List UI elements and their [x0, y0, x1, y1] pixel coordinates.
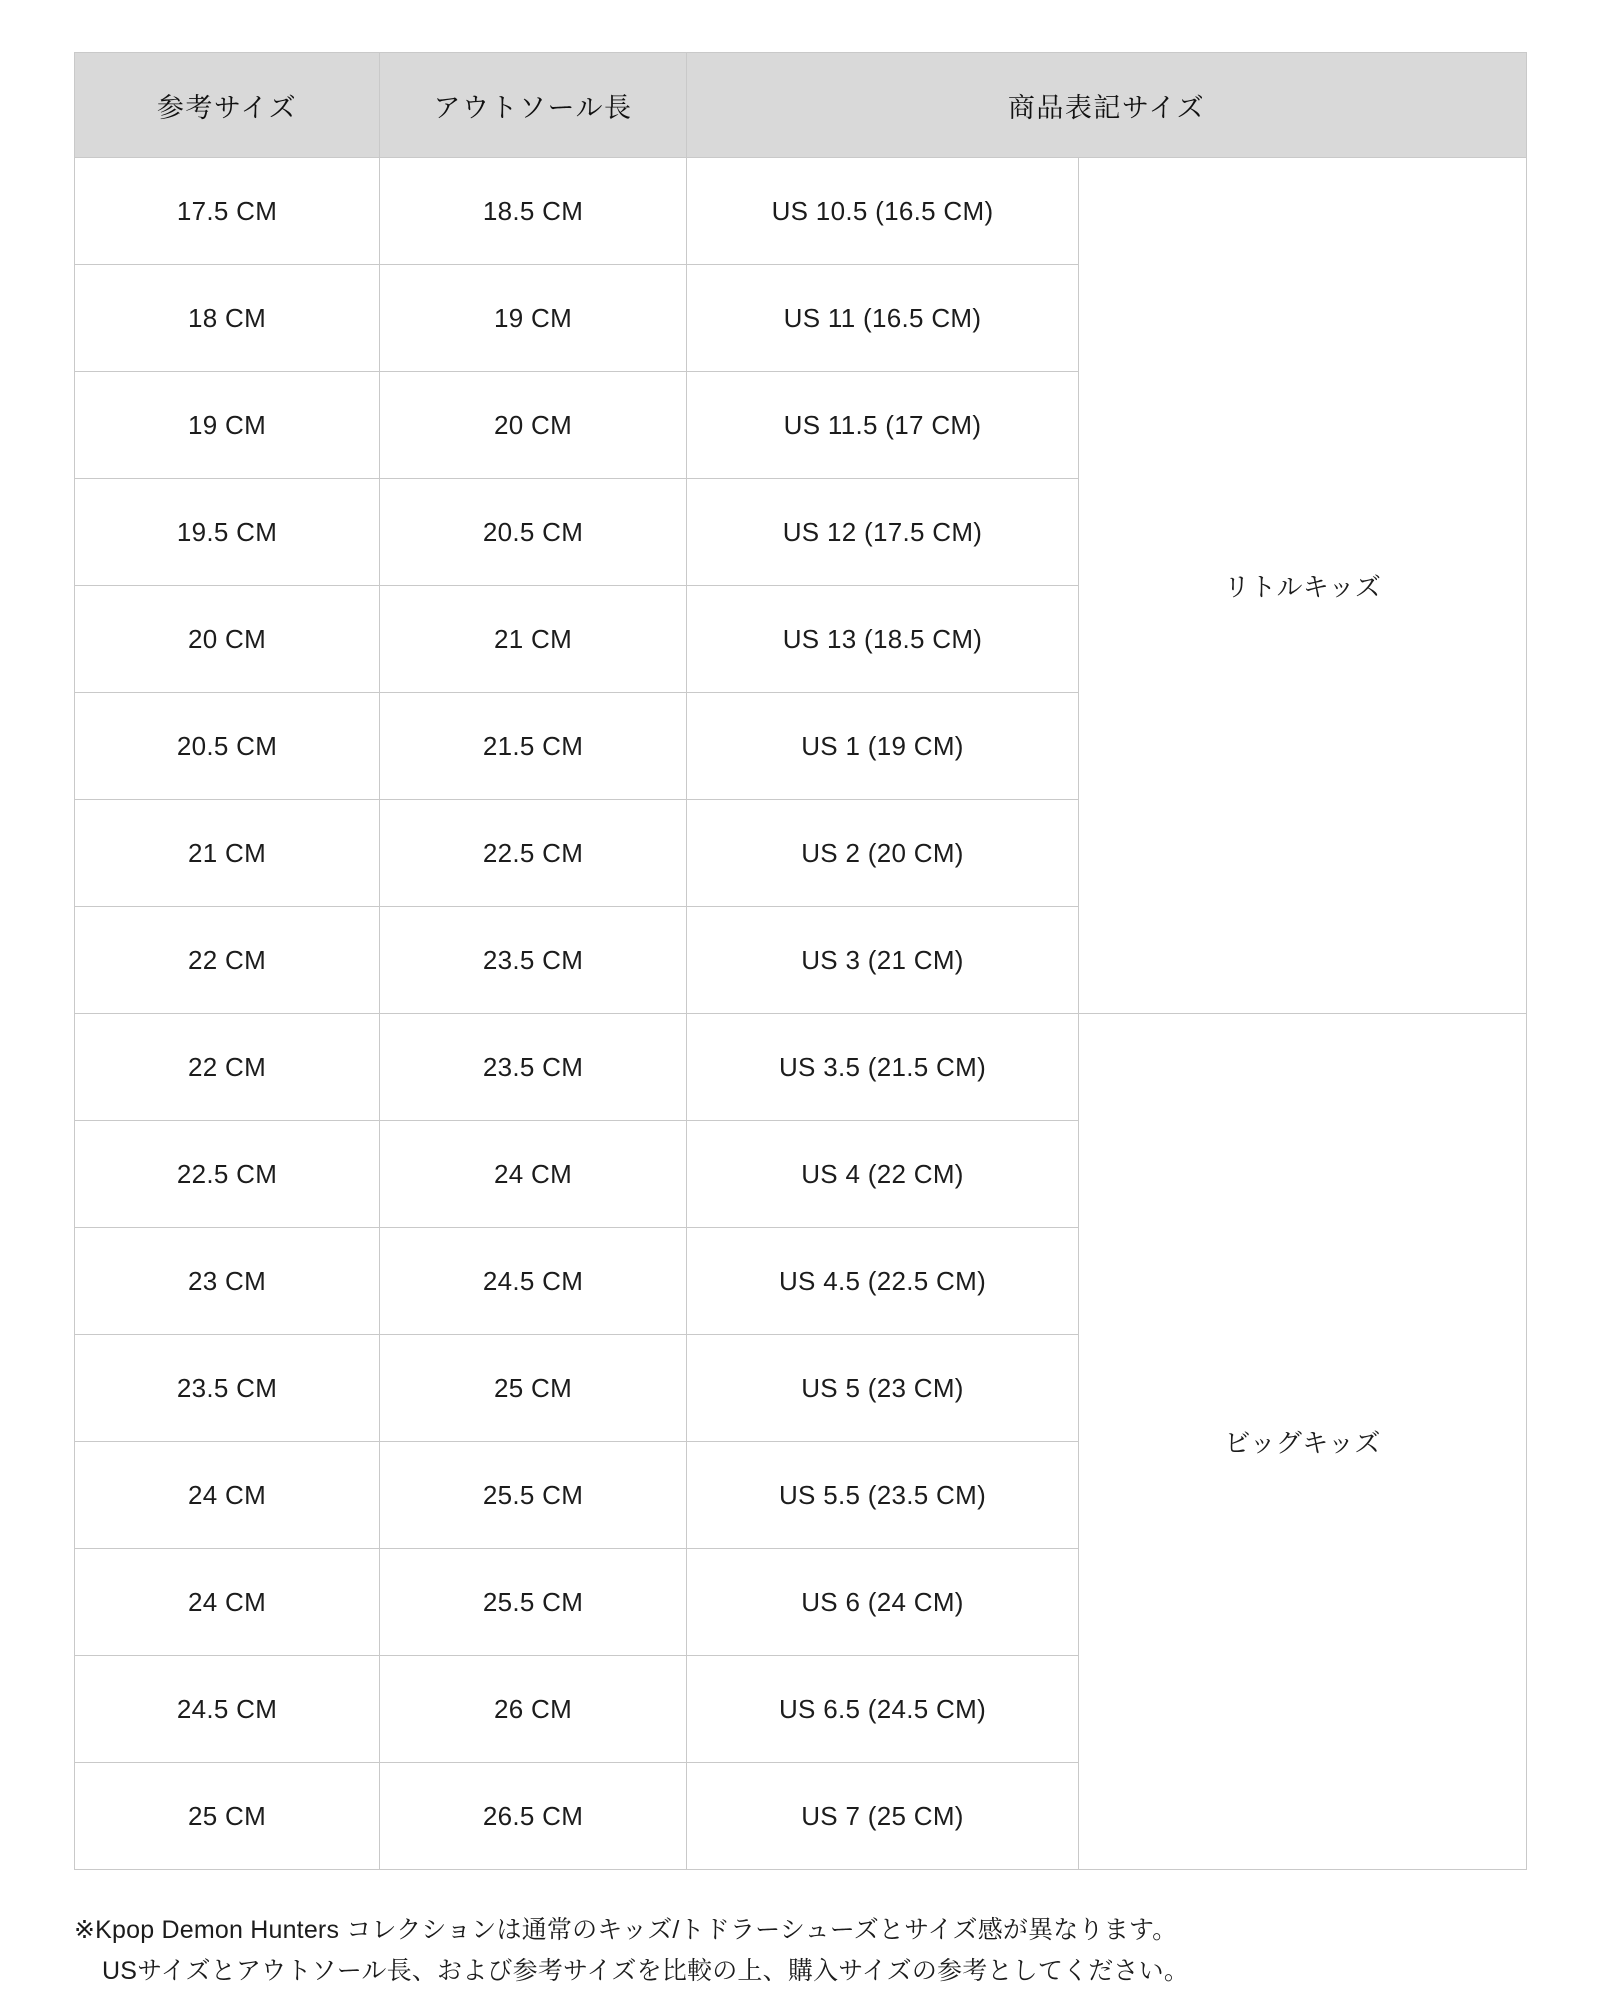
cell-outsole-length: 22.5 CM [380, 800, 687, 907]
cell-product-size: US 5 (23 CM) [687, 1335, 1079, 1442]
cell-reference-size: 19.5 CM [75, 479, 380, 586]
table-header [75, 53, 1527, 158]
cell-reference-size: 17.5 CM [75, 158, 380, 265]
cell-reference-size: 19 CM [75, 372, 380, 479]
cell-outsole-length: 25 CM [380, 1335, 687, 1442]
cell-product-size: US 7 (25 CM) [687, 1763, 1079, 1870]
cell-outsole-length: 23.5 CM [380, 907, 687, 1014]
cell-product-size: US 5.5 (23.5 CM) [687, 1442, 1079, 1549]
cell-outsole-length: 20 CM [380, 372, 687, 479]
cell-group-big-kids: ビッグキッズ [1079, 1014, 1527, 1870]
cell-group-little-kids: リトルキッズ [1079, 158, 1527, 1014]
table-body [75, 158, 1527, 1870]
cell-outsole-length: 18.5 CM [380, 158, 687, 265]
cell-product-size: US 1 (19 CM) [687, 693, 1079, 800]
cell-reference-size: 22 CM [75, 907, 380, 1014]
cell-outsole-length: 25.5 CM [380, 1442, 687, 1549]
cell-product-size: US 11 (16.5 CM) [687, 265, 1079, 372]
cell-reference-size: 24 CM [75, 1442, 380, 1549]
cell-outsole-length: 19 CM [380, 265, 687, 372]
cell-product-size: US 4.5 (22.5 CM) [687, 1228, 1079, 1335]
cell-reference-size: 22 CM [75, 1014, 380, 1121]
cell-reference-size: 20 CM [75, 586, 380, 693]
cell-reference-size: 21 CM [75, 800, 380, 907]
cell-outsole-length: 24.5 CM [380, 1228, 687, 1335]
column-header-reference-size: 参考サイズ [75, 53, 380, 158]
column-header-outsole-length: アウトソール長 [380, 53, 687, 158]
cell-outsole-length: 23.5 CM [380, 1014, 687, 1121]
cell-product-size: US 10.5 (16.5 CM) [687, 158, 1079, 265]
cell-product-size: US 6.5 (24.5 CM) [687, 1656, 1079, 1763]
cell-outsole-length: 26 CM [380, 1656, 687, 1763]
table-header-row [75, 53, 1527, 158]
cell-reference-size: 20.5 CM [75, 693, 380, 800]
cell-product-size: US 11.5 (17 CM) [687, 372, 1079, 479]
cell-reference-size: 24.5 CM [75, 1656, 380, 1763]
cell-reference-size: 24 CM [75, 1549, 380, 1656]
footnote-line-2: USサイズとアウトソール長、および参考サイズを比較の上、購入サイズの参考としてください。 [102, 1956, 1190, 1985]
cell-reference-size: 23 CM [75, 1228, 380, 1335]
cell-outsole-length: 26.5 CM [380, 1763, 687, 1870]
table-row [75, 1014, 1527, 1121]
cell-outsole-length: 21 CM [380, 586, 687, 693]
footnote [74, 1910, 1526, 1991]
cell-reference-size: 22.5 CM [75, 1121, 380, 1228]
cell-outsole-length: 21.5 CM [380, 693, 687, 800]
cell-outsole-length: 20.5 CM [380, 479, 687, 586]
size-chart-table [74, 52, 1527, 1870]
cell-outsole-length: 25.5 CM [380, 1549, 687, 1656]
cell-product-size: US 6 (24 CM) [687, 1549, 1079, 1656]
table-row [75, 158, 1527, 265]
footnote-line-1: ※Kpop Demon Hunters コレクションは通常のキッズ/トドラーシューズとサイズ感が異なります。 [74, 1916, 1178, 1944]
cell-product-size: US 2 (20 CM) [687, 800, 1079, 907]
cell-reference-size: 23.5 CM [75, 1335, 380, 1442]
cell-product-size: US 12 (17.5 CM) [687, 479, 1079, 586]
column-header-product-size: 商品表記サイズ [687, 53, 1527, 158]
cell-product-size: US 3 (21 CM) [687, 907, 1079, 1014]
cell-reference-size: 25 CM [75, 1763, 380, 1870]
cell-outsole-length: 24 CM [380, 1121, 687, 1228]
cell-reference-size: 18 CM [75, 265, 380, 372]
cell-product-size: US 3.5 (21.5 CM) [687, 1014, 1079, 1121]
cell-product-size: US 13 (18.5 CM) [687, 586, 1079, 693]
cell-product-size: US 4 (22 CM) [687, 1121, 1079, 1228]
